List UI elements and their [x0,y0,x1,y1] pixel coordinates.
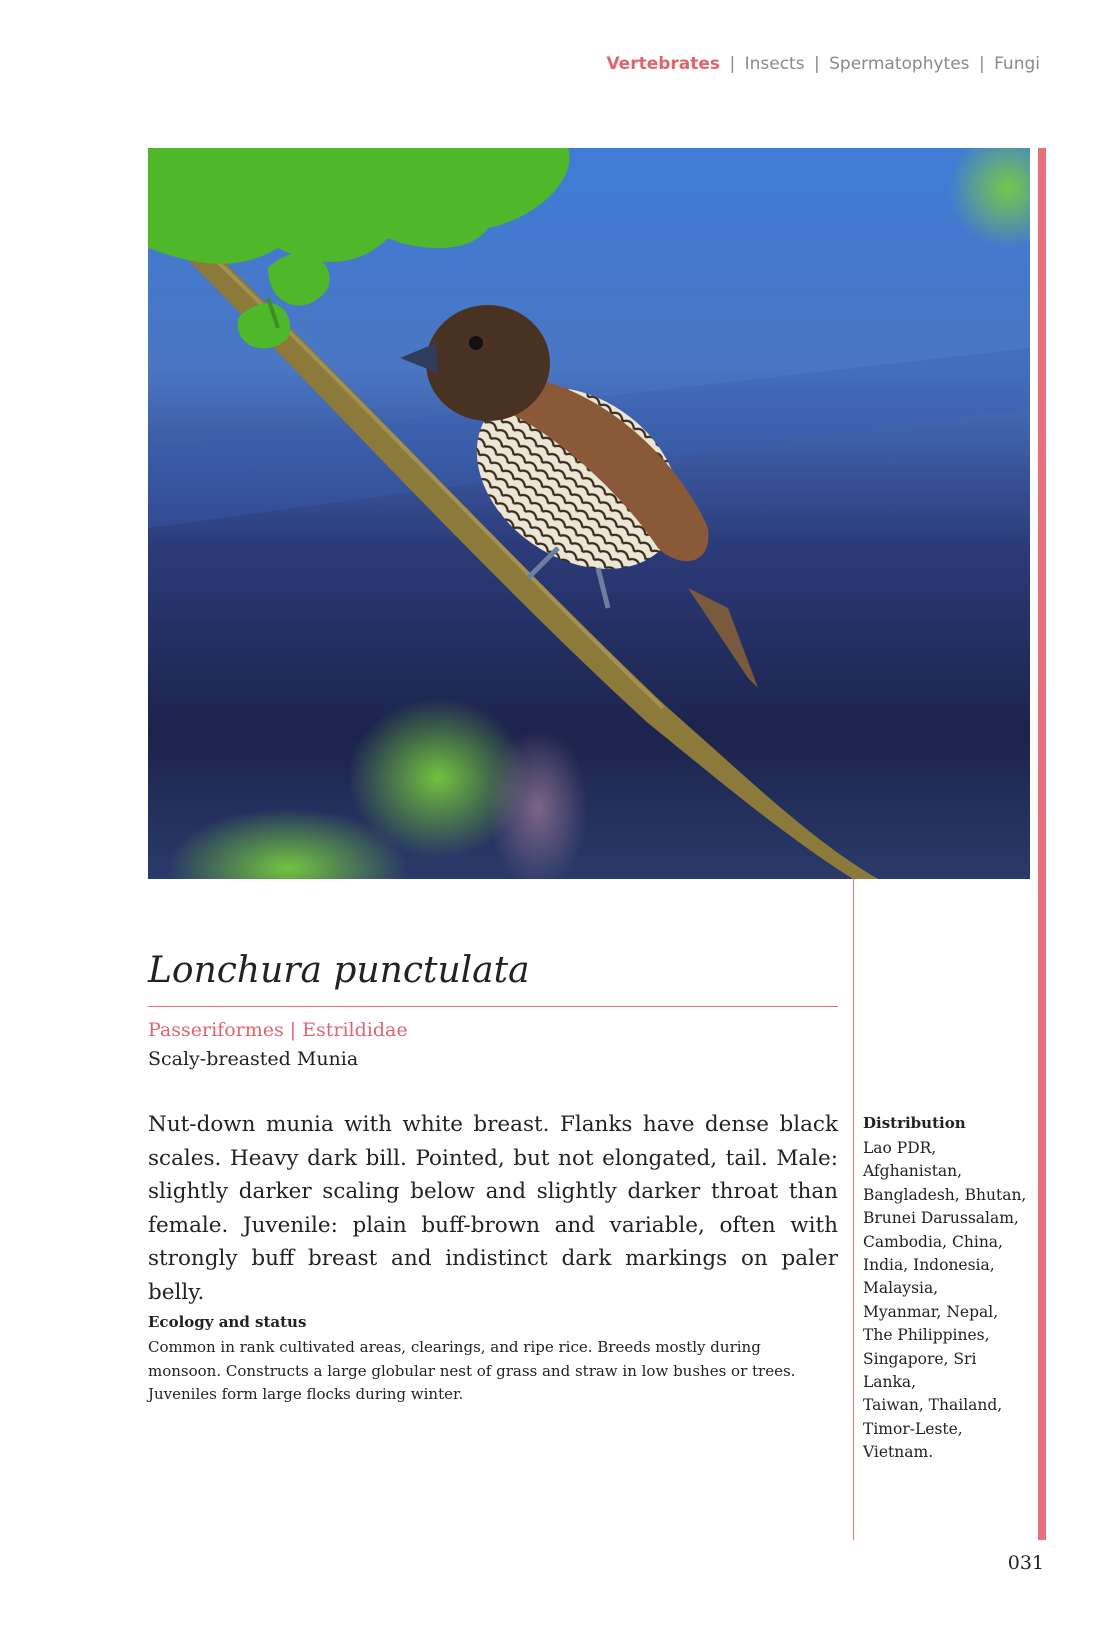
nav-separator: | [814,54,820,74]
distribution-list [863,1137,1033,1465]
family-name: Estrildidae [302,1019,408,1041]
distribution-item: Lao PDR, [863,1139,937,1157]
page-number: 031 [1007,1552,1044,1574]
nav-separator: | [978,54,985,74]
ecology-heading: Ecology and status [148,1313,307,1331]
order-name: Passeriformes [148,1019,284,1041]
title-underline [148,1006,838,1007]
accent-bar [1038,148,1046,1540]
nav-spermatophytes[interactable]: Spermatophytes [829,54,970,74]
sidebar-divider [853,879,854,1540]
distribution-item: The Philippines, [863,1326,990,1345]
distribution-item: Timor-Leste, [863,1419,963,1438]
distribution-item: Myanmar, Nepal, [863,1302,999,1321]
nav-vertebrates[interactable]: Vertebrates [606,54,721,74]
distribution-item: Malaysia, [863,1279,939,1298]
nav-fungi[interactable]: Fungi [994,54,1040,74]
distribution-item: Bangladesh, Bhutan, [863,1185,1027,1204]
bird-photo-icon [148,148,1030,879]
ecology-text: Common in rank cultivated areas, clearings, and ripe rice. Breeds mostly during monsoon. Constructs a large globular nest of grass and straw in low bushes or trees. Juveniles form large flocks during winter. [148,1338,796,1403]
distribution-item: Cambodia, China, [863,1232,1003,1251]
category-nav [606,54,1040,74]
nav-separator: | [729,54,736,74]
bird-photo [148,148,1030,879]
nav-insects[interactable]: Insects [744,54,805,74]
distribution-item: Singapore, Sri Lanka, [863,1349,977,1392]
distribution-item: India, Indonesia, [863,1256,995,1275]
distribution-item: Afghanistan, [863,1162,963,1181]
species-description: Nut-down munia with white breast. Flanks have dense black scales. Heavy dark bill. Pointed, but not elongated, tail. Male: slightly darker scaling below and slightly darker throat than female. Juvenile: plain buff-brown and variable, often with strongly buff breast and indistinct dark markings on paler belly. [148,1112,838,1305]
common-name: Scaly-breasted Munia [148,1048,359,1070]
distribution-item: Taiwan, Thailand, [863,1396,1003,1415]
distribution-heading: Distribution [863,1114,966,1132]
scientific-name: Lonchura punctulata [148,950,530,991]
distribution-item: Brunei Darussalam, [863,1209,1019,1228]
distribution-item: Vietnam. [863,1443,934,1462]
taxonomy-separator: | [289,1019,297,1041]
taxonomy [148,1019,408,1041]
